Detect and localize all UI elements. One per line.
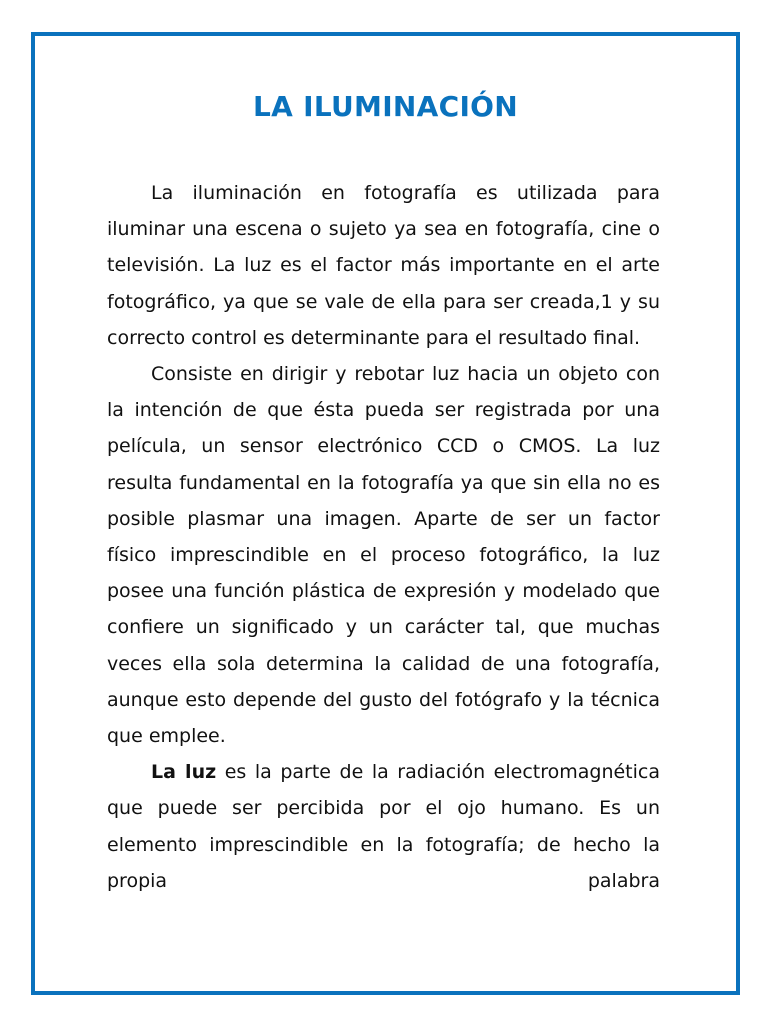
paragraph-1: La iluminación en fotografía es utilizada para iluminar una escena o sujeto ya sea en fotografía, cine o televisión. La luz es el factor más importante en el arte fotográfico, ya que se vale de ella para ser creada,1 y su correcto control es determinante para el resultado final. [107,182,660,349]
document-body [107,175,660,899]
bold-lead-term: La luz [151,761,217,784]
paragraph-2: Consiste en dirigir y rebotar luz hacia un objeto con la intención de que ésta pueda ser registrada por una película, un sensor electrónico CCD o CMOS. La luz resulta fundamental en la fotografía ya que sin ella no es posible plasmar una imagen. Aparte de ser un factor físico imprescindible en el proceso fotográfico, la luz posee una función plástica de expresión y modelado que confiere un significado y un carácter tal, que muchas veces ella sola determina la calidad de una fotografía, aunque esto depende del gusto del fotógrafo y la técnica que emplee. [107,363,660,748]
paragraph-3 [107,754,660,899]
paragraph-3-text: es la parte de la radiación electromagnética que puede ser percibida por el ojo humano. Es un elemento imprescindible en la fotografía; de hecho la propia palabra [107,761,660,892]
page-title: LA ILUMINACIÓN [252,90,519,123]
